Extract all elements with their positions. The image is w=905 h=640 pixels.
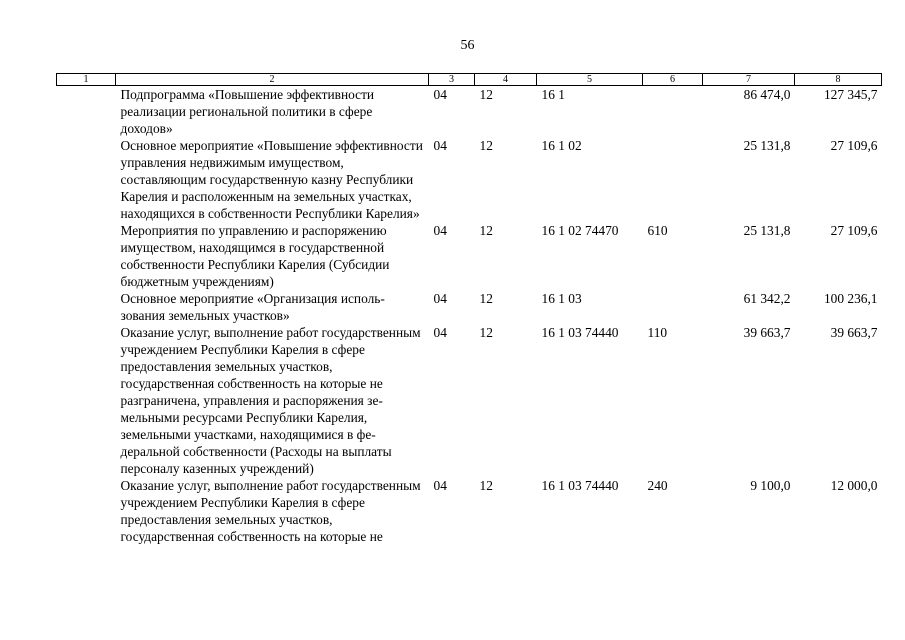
cell-target: 16 1 03 74440 [541,478,619,493]
cell-target: 16 1 [541,87,565,102]
table-row [57,137,882,222]
cell-name: Основное мероприятие «Повышение эффективности управления недвижимым имуществом, составляющим государственную казну Республики Карелия и расположенным на земельных участках, находящихся в собственности Республики Карелия» [120,138,423,221]
table-row [57,222,882,290]
cell-subsection: 12 [479,87,493,102]
budget-table [56,73,882,545]
cell-expense-type [643,290,703,324]
cell-target: 16 1 03 [541,291,582,306]
cell-index [57,222,116,290]
cell-amount-2: 100 236,1 [823,291,878,306]
cell-target: 16 1 02 74470 [541,223,619,238]
cell-name: Оказание услуг, выполнение работ государственным учреждением Республики Карелия в сфере предоставления земельных участков, государственная собственность на которые не [120,478,421,544]
cell-index [57,477,116,545]
column-header: 5 [537,74,643,86]
column-header: 1 [57,74,116,86]
cell-section: 04 [433,478,447,493]
column-header: 7 [703,74,795,86]
cell-amount-1: 25 131,8 [743,223,791,238]
cell-section: 04 [433,291,447,306]
cell-amount-2: 27 109,6 [830,138,878,153]
cell-name: Подпрограмма «Повышение эффективности реализации региональной политики в сфере доходов» [120,87,375,136]
cell-index [57,290,116,324]
cell-index [57,324,116,477]
cell-index [57,137,116,222]
cell-expense-type: 240 [647,478,668,493]
table-row [57,477,882,545]
cell-section: 04 [433,87,447,102]
cell-amount-1: 9 100,0 [750,478,791,493]
cell-expense-type [643,137,703,222]
cell-amount-1: 61 342,2 [743,291,791,306]
column-header: 2 [116,74,429,86]
cell-subsection: 12 [479,478,493,493]
column-header: 6 [643,74,703,86]
cell-expense-type [643,86,703,138]
cell-target: 16 1 02 [541,138,582,153]
cell-index [57,86,116,138]
cell-name: Мероприятия по управлению и распоряжению имуществом, находящимся в государственной собственности Республики Карелия (Субсидии бюджетным учреждениям) [120,223,390,289]
cell-amount-2: 27 109,6 [830,223,878,238]
cell-expense-type: 610 [647,223,668,238]
table-row [57,324,882,477]
cell-target: 16 1 03 74440 [541,325,619,340]
cell-amount-2: 39 663,7 [830,325,878,340]
cell-expense-type: 110 [647,325,668,340]
column-number-row [57,74,882,86]
page-number: 56 [460,38,475,53]
cell-subsection: 12 [479,325,493,340]
column-header: 4 [475,74,537,86]
cell-amount-1: 25 131,8 [743,138,791,153]
cell-subsection: 12 [479,223,493,238]
cell-section: 04 [433,325,447,340]
column-header: 3 [429,74,475,86]
cell-section: 04 [433,138,447,153]
cell-amount-2: 127 345,7 [823,87,878,102]
cell-subsection: 12 [479,291,493,306]
cell-subsection: 12 [479,138,493,153]
table-row [57,86,882,138]
cell-name: Основное мероприятие «Организация использования земельных участков» [120,291,385,323]
cell-name: Оказание услуг, выполнение работ государственным учреждением Республики Карелия в сфере предоставления земельных участков, государственная собственность на которые не разграничена, управления и распоряжения земельными ресурсами Республики Карелия, земельными участками, находящимися в федеральной собственности (Расходы на выплаты персоналу казенных учреждений) [120,325,421,476]
cell-section: 04 [433,223,447,238]
table-row [57,290,882,324]
cell-amount-2: 12 000,0 [830,478,878,493]
cell-amount-1: 86 474,0 [743,87,791,102]
column-header: 8 [795,74,882,86]
cell-amount-1: 39 663,7 [743,325,791,340]
